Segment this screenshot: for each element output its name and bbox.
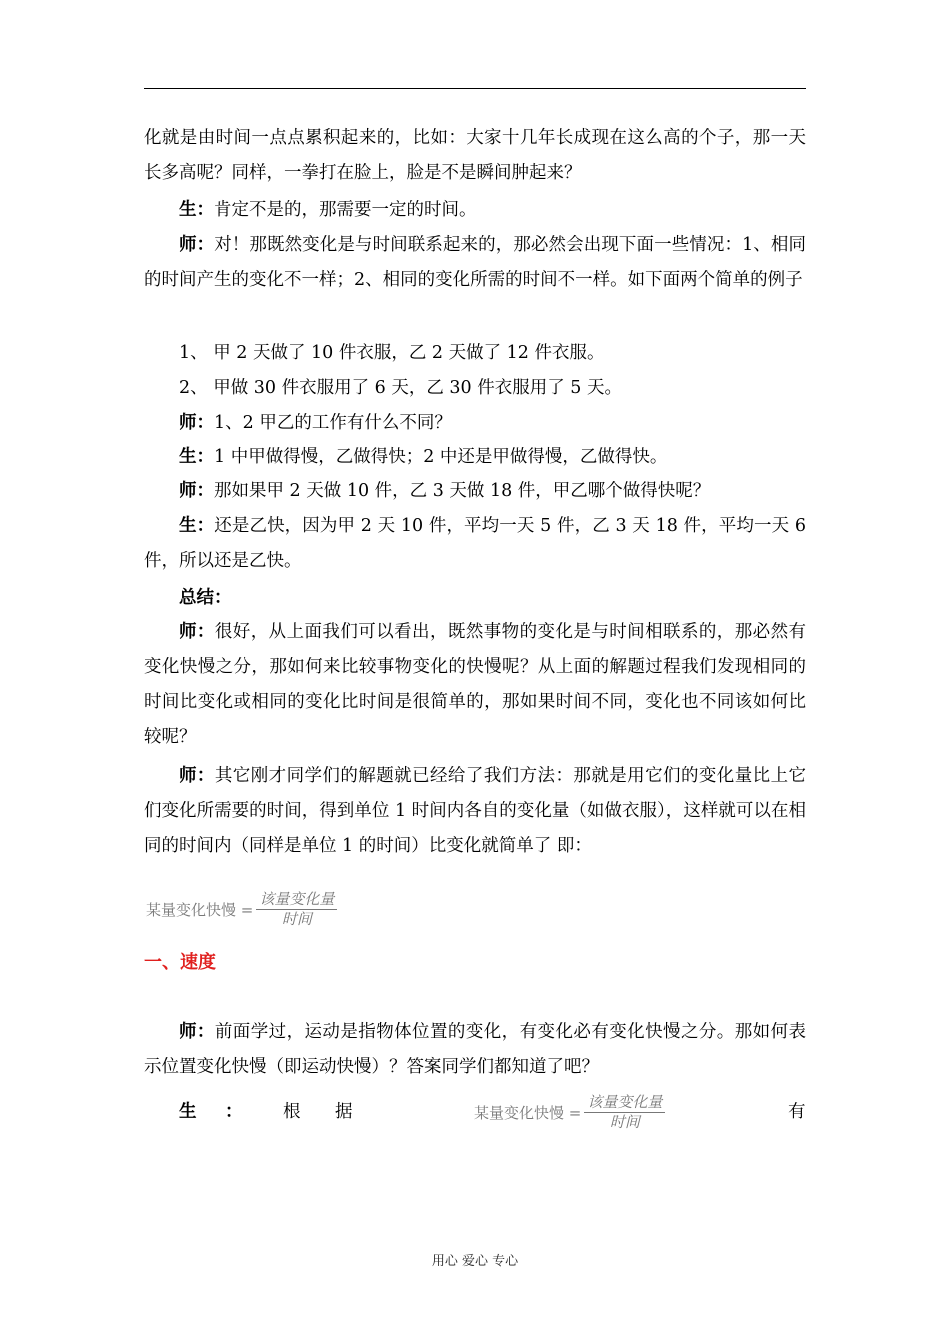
header-rule [144, 88, 806, 89]
dialogue-text: 1、2 甲乙的工作有什么不同？ [214, 413, 452, 433]
speaker-label: 师： [179, 766, 215, 786]
dialogue-text: 很好，从上面我们可以看出，既然事物的变化是与时间相联系的，那必然有变化快慢之分，那如何来比较事物变化的快慢呢？从上面的解题过程我们发现相同的时间比变化或相同的变化比时间是很简单的，那如果时间不同，变化也不同该如何比较呢？ [144, 622, 807, 747]
section-heading: 一、速度 [144, 952, 216, 973]
continuation-paragraph: 化就是由时间一点点累积起来的，比如：大家十几年长成现在这么高的个子，那一天长多高呢？同样，一拳打在脸上，脸是不是瞬间肿起来？ [144, 128, 806, 183]
formula-denominator: 时间 [281, 910, 312, 928]
formula-numerator: 该量变化量 [584, 1093, 665, 1113]
rate-formula [146, 890, 337, 929]
dialogue-student-3 [144, 509, 806, 579]
last-colon: ： [225, 1102, 243, 1122]
dialogue-text: 前面学过，运动是指物体位置的变化，有变化必有变化快慢之分。那如何表示位置变化快慢（即运动快慢）？答案同学们都知道了吧？ [144, 1022, 807, 1077]
dialogue-text: 肯定不是的，那需要一定的时间。 [214, 200, 477, 220]
dialogue-text: 1 中甲做得慢，乙做得快；2 中还是甲做得慢，乙做得快。 [214, 447, 668, 467]
dialogue-text: 其它刚才同学们的解题就已经给了我们方法：那就是用它们的变化量比上它们变化所需要的时间，得到单位 1 时间内各自的变化量（如做衣服），这样就可以在相同的时间内（同样是单位 1 的时间）比变化就简单了 即： [144, 766, 807, 856]
example-1: 1、 甲 2 天做了 10 件衣服，乙 2 天做了 12 件衣服。 [179, 343, 605, 363]
summary-label: 总结： [179, 588, 232, 608]
dialogue-teacher-6 [144, 1015, 806, 1085]
dialogue-teacher-3 [144, 474, 806, 509]
last-word-1: 根 [283, 1102, 301, 1122]
dialogue-text: 还是乙快，因为甲 2 天 10 件，平均一天 5 件，乙 3 天 18 件，平均一天 6 件，所以还是乙快。 [144, 516, 807, 571]
dialogue-teacher-5 [144, 759, 806, 864]
last-speaker: 生 [179, 1102, 197, 1122]
formula-denominator: 时间 [609, 1113, 640, 1131]
speaker-label: 生： [179, 516, 215, 536]
page-footer: 用心 爱心 专心 [431, 1254, 519, 1269]
speaker-label: 师： [179, 1022, 215, 1042]
example-2: 2、 甲做 30 件衣服用了 6 天，乙 30 件衣服用了 5 天。 [179, 378, 623, 398]
dialogue-teacher-4 [144, 615, 806, 755]
formula-lhs: 某量变化快慢 = [474, 1104, 582, 1122]
dialogue-teacher-2 [144, 406, 806, 441]
speaker-label: 师： [179, 235, 215, 255]
last-word-2: 据 [335, 1102, 353, 1122]
formula-fraction [584, 1093, 665, 1132]
speaker-label: 生： [179, 200, 214, 220]
dialogue-teacher-1 [144, 228, 806, 298]
rate-formula-inline [474, 1093, 665, 1132]
speaker-label: 师： [179, 622, 215, 642]
speaker-label: 生： [179, 447, 214, 467]
formula-lhs: 某量变化快慢 = [146, 901, 254, 919]
dialogue-student-2 [144, 440, 806, 475]
formula-numerator: 该量变化量 [256, 890, 337, 910]
speaker-label: 师： [179, 413, 214, 433]
last-word-3: 有 [788, 1102, 806, 1122]
dialogue-text: 对！那既然变化是与时间联系起来的，那必然会出现下面一些情况：1、相同的时间产生的变化不一样；2、相同的变化所需的时间不一样。如下面两个简单的例子 [144, 235, 807, 290]
formula-fraction [256, 890, 337, 929]
dialogue-student-1 [144, 193, 806, 228]
dialogue-text: 那如果甲 2 天做 10 件，乙 3 天做 18 件，甲乙哪个做得快呢？ [214, 481, 711, 501]
speaker-label: 师： [179, 481, 214, 501]
